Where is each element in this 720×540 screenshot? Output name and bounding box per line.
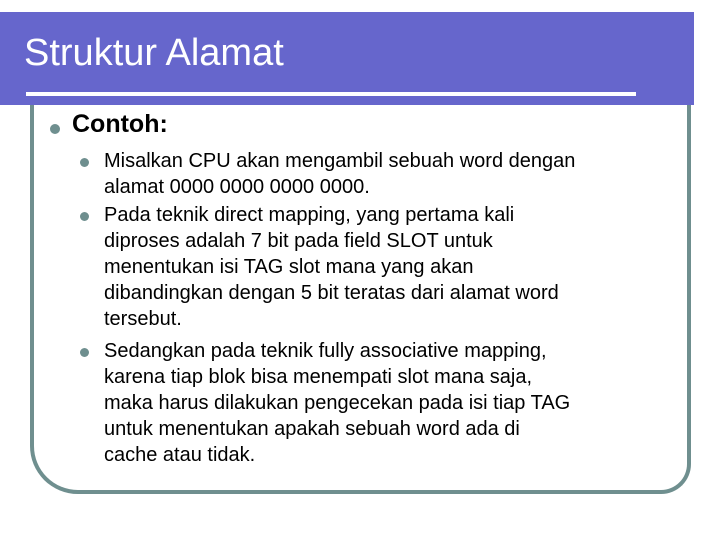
list-item-line: untuk menentukan apakah sebuah word ada di	[104, 418, 520, 440]
list-item-line: Pada teknik direct mapping, yang pertama kali	[104, 204, 515, 226]
list-item-line: Sedangkan pada teknik fully associative mapping,	[104, 340, 547, 362]
slide-title: Struktur Alamat	[24, 32, 284, 74]
list-item-line: tersebut.	[104, 308, 182, 330]
list-item-line: dibandingkan dengan 5 bit teratas dari alamat word	[104, 282, 559, 304]
list-item-line: karena tiap blok bisa menempati slot mana saja,	[104, 366, 533, 388]
list-item-line: cache atau tidak.	[104, 444, 256, 466]
list-item-line: Misalkan CPU akan mengambil sebuah word dengan	[104, 150, 576, 172]
list-item-line: maka harus dilakukan pengecekan pada isi tiap TAG	[104, 392, 571, 414]
list-item-line: menentukan isi TAG slot mana yang akan	[104, 256, 474, 278]
bullet-icon	[80, 158, 89, 167]
bullet-icon	[80, 212, 89, 221]
heading-text: Contoh:	[72, 110, 168, 138]
bullet-icon	[80, 348, 89, 357]
list-item-line: diproses adalah 7 bit pada field SLOT untuk	[104, 230, 493, 252]
list-item	[104, 338, 570, 468]
list-item	[104, 148, 575, 200]
list-item	[104, 202, 559, 332]
bullet-icon	[50, 124, 60, 134]
list-item-line: alamat 0000 0000 0000 0000.	[104, 176, 370, 198]
